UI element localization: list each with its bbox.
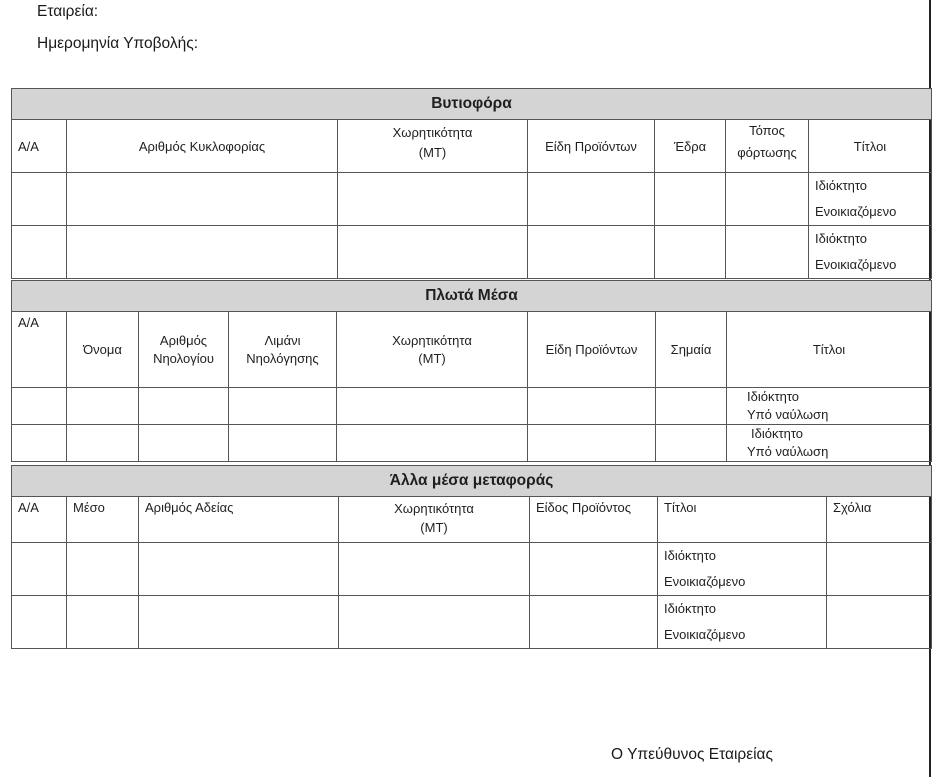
col-means: Μέσο (67, 497, 139, 543)
empty-cell[interactable] (139, 425, 229, 462)
empty-cell[interactable] (655, 226, 726, 279)
empty-cell[interactable] (337, 425, 528, 462)
ownership-cell (727, 388, 932, 425)
col-license: Αριθμός Αδείας (139, 497, 339, 543)
owned-option[interactable]: Ιδιόκτητο (747, 389, 800, 404)
company-label: Εταιρεία: (37, 3, 99, 20)
owned-option[interactable]: Ιδιόκτητο (751, 426, 804, 441)
col-products: Είδη Προϊόντων (528, 120, 655, 173)
empty-cell[interactable] (67, 388, 139, 425)
owned-option[interactable]: Ιδιόκτητο (815, 231, 868, 246)
empty-cell[interactable] (12, 543, 67, 596)
col-register-number (139, 312, 229, 388)
empty-cell[interactable] (530, 596, 658, 649)
col-registration: Αριθμός Κυκλοφορίας (67, 120, 338, 173)
column-header-row (12, 497, 932, 543)
empty-cell[interactable] (229, 388, 337, 425)
empty-cell[interactable] (12, 173, 67, 226)
empty-cell[interactable] (12, 226, 67, 279)
charter-option[interactable]: Υπό ναύλωση (747, 407, 829, 422)
empty-cell[interactable] (67, 226, 338, 279)
submission-date-label: Ημερομηνία Υποβολής: (37, 35, 199, 52)
col-name: Όνομα (67, 312, 139, 388)
col-loading-line2: φόρτωσης (737, 145, 797, 160)
owned-option[interactable]: Ιδιόκτητο (815, 178, 868, 193)
section-title-row (12, 89, 932, 120)
col-aa: Α/Α (12, 120, 67, 173)
empty-cell[interactable] (67, 596, 139, 649)
empty-cell[interactable] (67, 173, 338, 226)
col-products: Είδη Προϊόντων (528, 312, 656, 388)
col-capacity-line2: (ΜΤ) (418, 350, 446, 366)
table-row (12, 226, 932, 279)
section-title-row (12, 466, 932, 497)
col-titles: Τίτλοι (809, 120, 932, 173)
owned-option[interactable]: Ιδιόκτητο (664, 548, 717, 563)
col-aa: Α/Α (12, 497, 67, 543)
empty-cell[interactable] (338, 226, 528, 279)
col-capacity-line2: (ΜΤ) (418, 145, 447, 160)
column-header-row (12, 120, 932, 173)
rented-option[interactable]: Ενοικιαζόμενο (664, 627, 746, 642)
empty-cell[interactable] (139, 543, 339, 596)
owned-option[interactable]: Ιδιόκτητο (664, 601, 717, 616)
empty-cell[interactable] (338, 173, 528, 226)
table-row (12, 425, 932, 462)
empty-cell[interactable] (528, 388, 656, 425)
empty-cell[interactable] (528, 226, 655, 279)
col-capacity (337, 312, 528, 388)
table-row (12, 543, 932, 596)
col-register-line1: Αριθμός (159, 332, 208, 348)
col-titles: Τίτλοι (658, 497, 827, 543)
section-title: Πλωτά Μέσα (12, 281, 932, 312)
rented-option[interactable]: Ενοικιαζόμενο (815, 204, 897, 219)
empty-cell[interactable] (726, 226, 809, 279)
col-loading-line1: Τόπος (749, 123, 785, 138)
section-title-row (12, 281, 932, 312)
col-product: Είδος Προϊόντος (530, 497, 658, 543)
empty-cell[interactable] (655, 173, 726, 226)
col-seat: Έδρα (655, 120, 726, 173)
col-capacity (339, 497, 530, 543)
empty-cell[interactable] (827, 596, 932, 649)
empty-cell[interactable] (528, 425, 656, 462)
ownership-cell (658, 543, 827, 596)
col-capacity-line1: Χωρητικότητα (392, 332, 472, 348)
section-title: Άλλα μέσα μεταφοράς (12, 466, 932, 497)
empty-cell[interactable] (656, 425, 727, 462)
empty-cell[interactable] (67, 543, 139, 596)
col-titles: Τίτλοι (727, 312, 932, 388)
other-transport-table (11, 465, 932, 649)
col-loading-place (726, 120, 809, 173)
empty-cell[interactable] (12, 596, 67, 649)
col-flag: Σημαία (656, 312, 727, 388)
table-row (12, 388, 932, 425)
vessels-table (11, 280, 932, 462)
empty-cell[interactable] (229, 425, 337, 462)
rented-option[interactable]: Ενοικιαζόμενο (815, 257, 897, 272)
empty-cell[interactable] (339, 596, 530, 649)
empty-cell[interactable] (67, 425, 139, 462)
empty-cell[interactable] (12, 425, 67, 462)
empty-cell[interactable] (139, 596, 339, 649)
empty-cell[interactable] (656, 388, 727, 425)
ownership-cell (658, 596, 827, 649)
ownership-cell (727, 425, 932, 462)
col-capacity-line2: (ΜΤ) (420, 520, 448, 535)
col-port-line1: Λιμάνι (264, 332, 301, 348)
col-capacity (338, 120, 528, 173)
table-row (12, 596, 932, 649)
col-register-line2: Νηολογίου (153, 350, 214, 366)
col-aa: Α/Α (12, 312, 67, 388)
empty-cell[interactable] (339, 543, 530, 596)
empty-cell[interactable] (528, 173, 655, 226)
col-capacity-line1: Χωρητικότητα (392, 125, 473, 140)
charter-option[interactable]: Υπό ναύλωση (747, 444, 829, 459)
col-comments: Σχόλια (827, 497, 932, 543)
empty-cell[interactable] (726, 173, 809, 226)
empty-cell[interactable] (337, 388, 528, 425)
road-tankers-table (11, 88, 932, 279)
col-port (229, 312, 337, 388)
table-row (12, 173, 932, 226)
empty-cell[interactable] (530, 543, 658, 596)
empty-cell[interactable] (139, 388, 229, 425)
col-port-line2: Νηολόγησης (246, 350, 319, 366)
column-header-row (12, 312, 932, 388)
col-capacity-line1: Χωρητικότητα (394, 501, 474, 516)
rented-option[interactable]: Ενοικιαζόμενο (664, 574, 746, 589)
empty-cell[interactable] (827, 543, 932, 596)
ownership-cell (809, 173, 932, 226)
ownership-cell (809, 226, 932, 279)
signature-label: Ο Υπεύθυνος Εταιρείας (611, 746, 773, 763)
empty-cell[interactable] (12, 388, 67, 425)
section-title: Βυτιοφόρα (12, 89, 932, 120)
